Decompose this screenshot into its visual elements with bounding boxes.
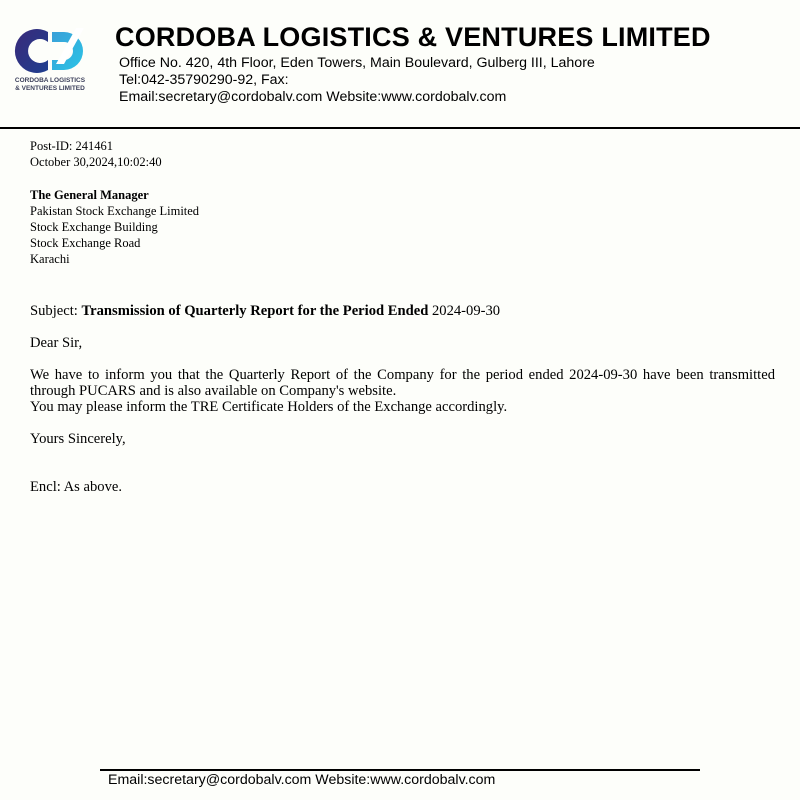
body-paragraph: You may please inform the TRE Certificate Holders of the Exchange accordingly. xyxy=(30,399,508,415)
footer-divider xyxy=(100,769,700,771)
recipient-line: Karachi xyxy=(30,252,70,266)
letter-body xyxy=(30,367,775,415)
company-contact: Email:secretary@cordobalv.com Website:www.cordobalv.com xyxy=(119,89,507,105)
company-phone: Tel:042-35790290-92, Fax: xyxy=(119,72,289,88)
post-datetime: October 30,2024,10:02:40 xyxy=(30,155,162,169)
recipient-line: Stock Exchange Building xyxy=(30,220,158,234)
logo-wordmark: CORDOBA LOGISTICS & VENTURES LIMITED xyxy=(14,77,86,92)
body-paragraph: We have to inform you that the Quarterly Report of the Company for the period ended 2024-09-30 have been transmitted through PUCARS and is also available on Company's website. xyxy=(30,367,775,399)
post-id: Post-ID: 241461 xyxy=(30,139,113,153)
recipient-title: The General Manager xyxy=(30,188,149,202)
closing: Yours Sincerely, xyxy=(30,431,126,447)
letter-subject: Subject: Transmission of Quarterly Report for the Period Ended 2024-09-30 xyxy=(30,303,501,319)
header-divider xyxy=(0,127,800,129)
company-name: CORDOBA LOGISTICS & VENTURES LIMITED xyxy=(115,22,711,52)
cd-logo-icon xyxy=(4,24,96,78)
company-address: Office No. 420, 4th Floor, Eden Towers, Main Boulevard, Gulberg III, Lahore xyxy=(119,55,595,71)
recipient-line: Pakistan Stock Exchange Limited xyxy=(30,204,200,218)
salutation: Dear Sir, xyxy=(30,335,83,351)
recipient-line: Stock Exchange Road xyxy=(30,236,141,250)
footer-contact: Email:secretary@cordobalv.com Website:www.cordobalv.com xyxy=(108,772,496,788)
enclosure-note: Encl: As above. xyxy=(30,479,123,495)
company-logo xyxy=(4,24,96,100)
